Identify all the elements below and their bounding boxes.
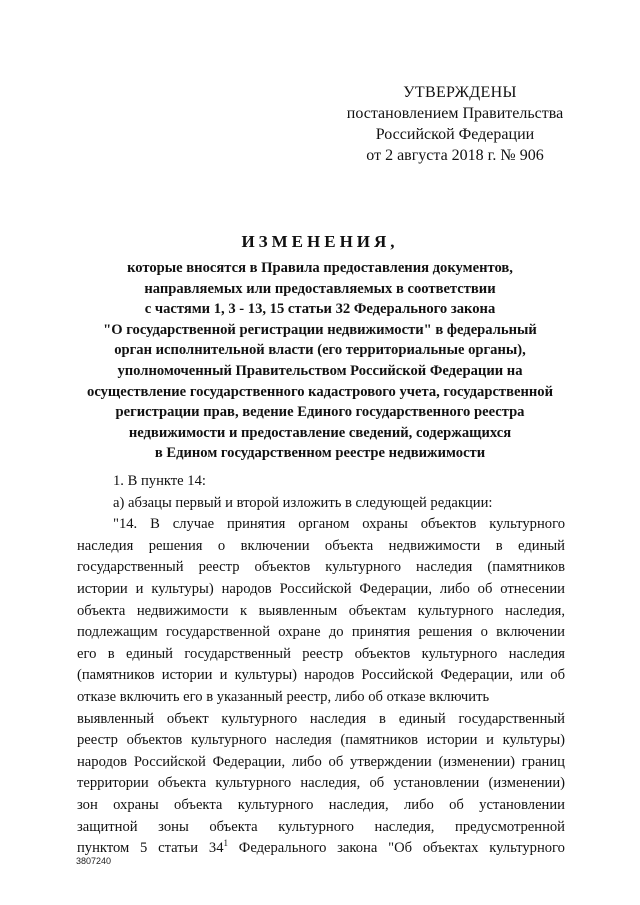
item-1-heading: 1. В пункте 14: [113, 473, 206, 489]
subtitle-line: регистрации прав, ведение Единого государственного реестра [115, 404, 525, 421]
approval-heading: УТВЕРЖДЕНЫ [403, 84, 517, 101]
paragraph-line: объекта недвижимости к выявленным объектам культурного наследия, [77, 602, 565, 619]
paragraph-line: народов Российской Федерации, либо об утверждении (изменении) границ [77, 753, 565, 770]
paragraph-line: подлежащим государственной охране до принятия решения о включении [77, 624, 565, 641]
paragraph-line: государственный реестр объектов культурного наследия (памятников [77, 559, 565, 576]
approval-line: постановлением Правительства [346, 105, 564, 122]
last-line-end: Федерального закона "Об объектах культурного [228, 840, 565, 857]
subtitle-line: недвижимости и предоставление сведений, содержащихся [128, 424, 512, 441]
paragraph-last-line [77, 838, 565, 860]
paragraph-line [77, 687, 565, 709]
paragraph-line: реестр объектов культурного наследия (памятников истории и культуры) [77, 732, 565, 749]
justified-line-text: отказе включить его в указанный реестр, либо об отказе включить [77, 688, 490, 705]
subtitle-line: "О государственной регистрации недвижимости" в федеральный [103, 321, 537, 338]
footnote-superscript: 1 [223, 838, 228, 849]
paragraph-line: защитной зоны объекта культурного наследия, предусмотренной [77, 818, 565, 835]
item-1a-text: а) абзацы первый и второй изложить в следующей редакции: [113, 494, 493, 511]
subtitle-line: которые вносятся в Правила предоставления документов, [127, 260, 513, 276]
subtitle-line: направляемых или предоставляемых в соответствии [144, 280, 496, 297]
approval-line: Российской Федерации [375, 126, 535, 143]
paragraph-line: выявленный объект культурного наследия в единый государственный [77, 710, 565, 727]
document-code: 3807240 [76, 856, 112, 866]
subtitle-line: в Едином государственном реестре недвижимости [154, 445, 486, 462]
document-body [77, 471, 565, 860]
paragraph-line: его в единый государственный реестр объектов культурного наследия [77, 645, 565, 662]
paragraph-line: зон охраны объекта культурного наследия, либо об установлении [77, 796, 565, 813]
paragraph-line: наследия решения о включении объекта недвижимости в единый [77, 537, 565, 554]
subtitle-line: орган исполнительной власти (его территориальные органы), [114, 342, 526, 359]
paragraph-line: (памятников истории и культуры) народов Российской Федерации, или об [77, 667, 565, 684]
subtitle-line: уполномоченный Правительством Российской Федерации на [117, 362, 523, 379]
subtitle-line: осуществление государственного кадастрового учета, государственной [87, 383, 553, 400]
approval-line: от 2 августа 2018 г. № 906 [366, 147, 544, 164]
subtitle-line: с частями 1, 3 - 13, 15 статьи 32 Федерального закона [144, 301, 496, 318]
document-title: ИЗМЕНЕНИЯ, [241, 232, 399, 251]
approval-block [330, 82, 580, 166]
document-subtitle [70, 258, 570, 464]
paragraph-line: территории объекта культурного наследия, об установлении (изменении) [77, 775, 565, 792]
last-line-start: пунктом 5 статьи 34 [77, 840, 224, 857]
paragraph-line: "14. В случае принятия органом охраны объектов культурного [113, 516, 565, 533]
paragraph-line: истории и культуры) народов Российской Федерации, либо об отнесении [77, 580, 565, 597]
